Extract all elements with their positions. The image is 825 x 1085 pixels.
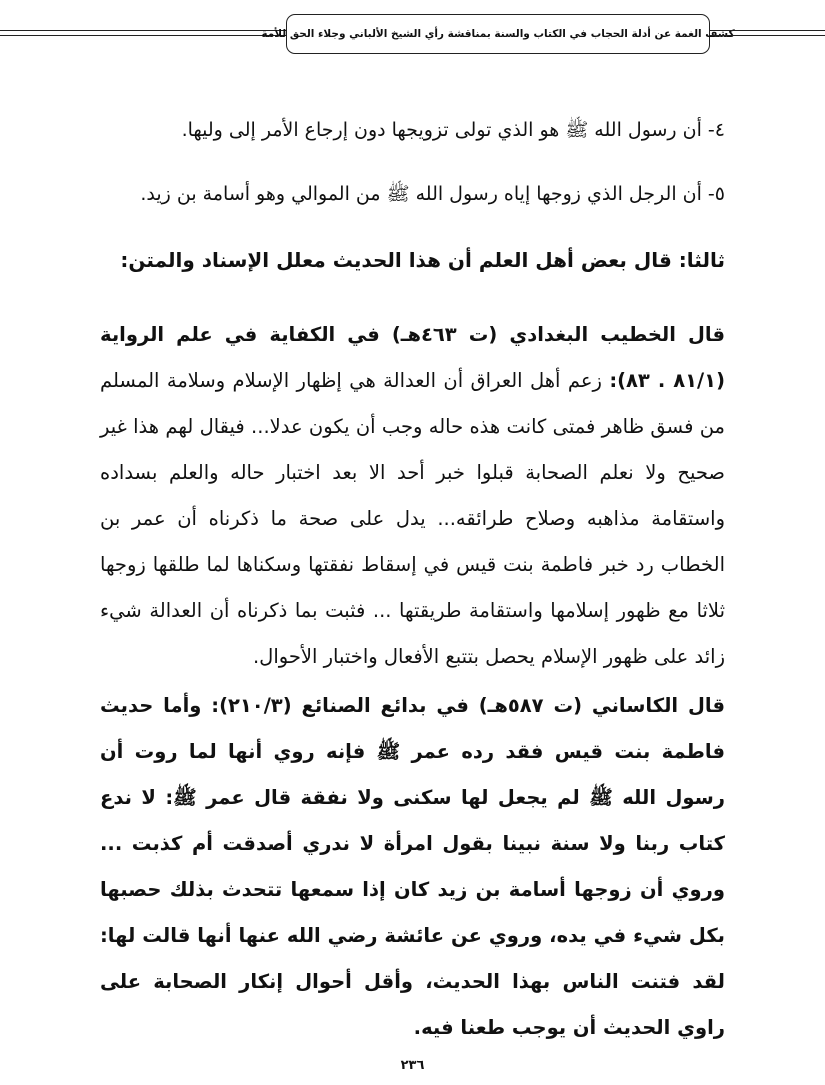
quote-kasani: قال الكاساني (ت ٥٨٧هـ) في بدائع الصنائع (٢١٠/٣): وأما حديث فاطمة بنت قيس فقد رده عمر ﷺ فإنه روي أنها لما روت أن رسول الله ﷺ لم يجعل لها سكنى ولا نفقة قال عمر ﷺ: لا ندع كتاب ربنا ولا سنة نبينا بقول امرأة لا ندري أصدقت أم كذبت ... وروي أن زوجها أسامة بن زيد كان إذا سمعها تتحدث بذلك حصبها بكل شيء في يده، وروي عن عائشة رضي الله عنها أنها قالت لها: لقد فتنت الناس بهذا الحديث، وأقل أحوال إنكار الصحابة على راوي الحديث أن يوجب طعنا فيه. (100, 694, 725, 1039)
running-header (261, 14, 735, 54)
header-rule-left (0, 30, 286, 36)
point-5: ٥- أن الرجل الذي زوجها إياه رسول الله ﷺ من الموالي وهو أسامة بن زيد. (140, 183, 725, 205)
quote-khatib-text: زعم أهل العراق أن العدالة هي إظهار الإسلام وسلامة المسلم من فسق ظاهر فمتى كانت هذه حاله وجب أن يكون عدلا... فيقال لهم هذا غير صحيح ولا نعلم الصحابة قبلوا خبر أحد الا بعد اختبار حاله والعلم بسداده واستقامة مذاهبه وصلاح طرائقه... يدل على صحة ما ذكرناه أن عمر بن الخطاب رد خبر فاطمة بنت قيس في إسقاط نفقتها وسكناها لما طلقها زوجها ثلاثا مع ظهور إسلامها واستقامة طريقتها ... فثبت بما ذكرناه أن العدالة شيء زائد على ظهور الإسلام يحصل بتتبع الأفعال واختبار الأحوال. (100, 369, 725, 668)
running-title: كشف الغمة عن أدلة الحجاب في الكتاب والسنة بمناقشة رأي الشيخ الألباني وجلاء الحق للأمة (261, 28, 735, 40)
section-heading: ثالثا: قال بعض أهل العلم أن هذا الحديث معلل الإسناد والمتن: (120, 248, 725, 272)
quote-khatib-intro: قال الخطيب البغدادي (ت ٤٦٣هـ) في الكفاية في علم الرواية (٨١/١ . ٨٣): (100, 323, 725, 392)
point-4: ٤- أن رسول الله ﷺ هو الذي تولى تزويجها دون إرجاع الأمر إلى وليها. (181, 119, 725, 141)
header-rule-right (710, 30, 825, 36)
quote-khatib (100, 312, 725, 680)
page-number: ٢٣٦ (400, 1058, 425, 1073)
